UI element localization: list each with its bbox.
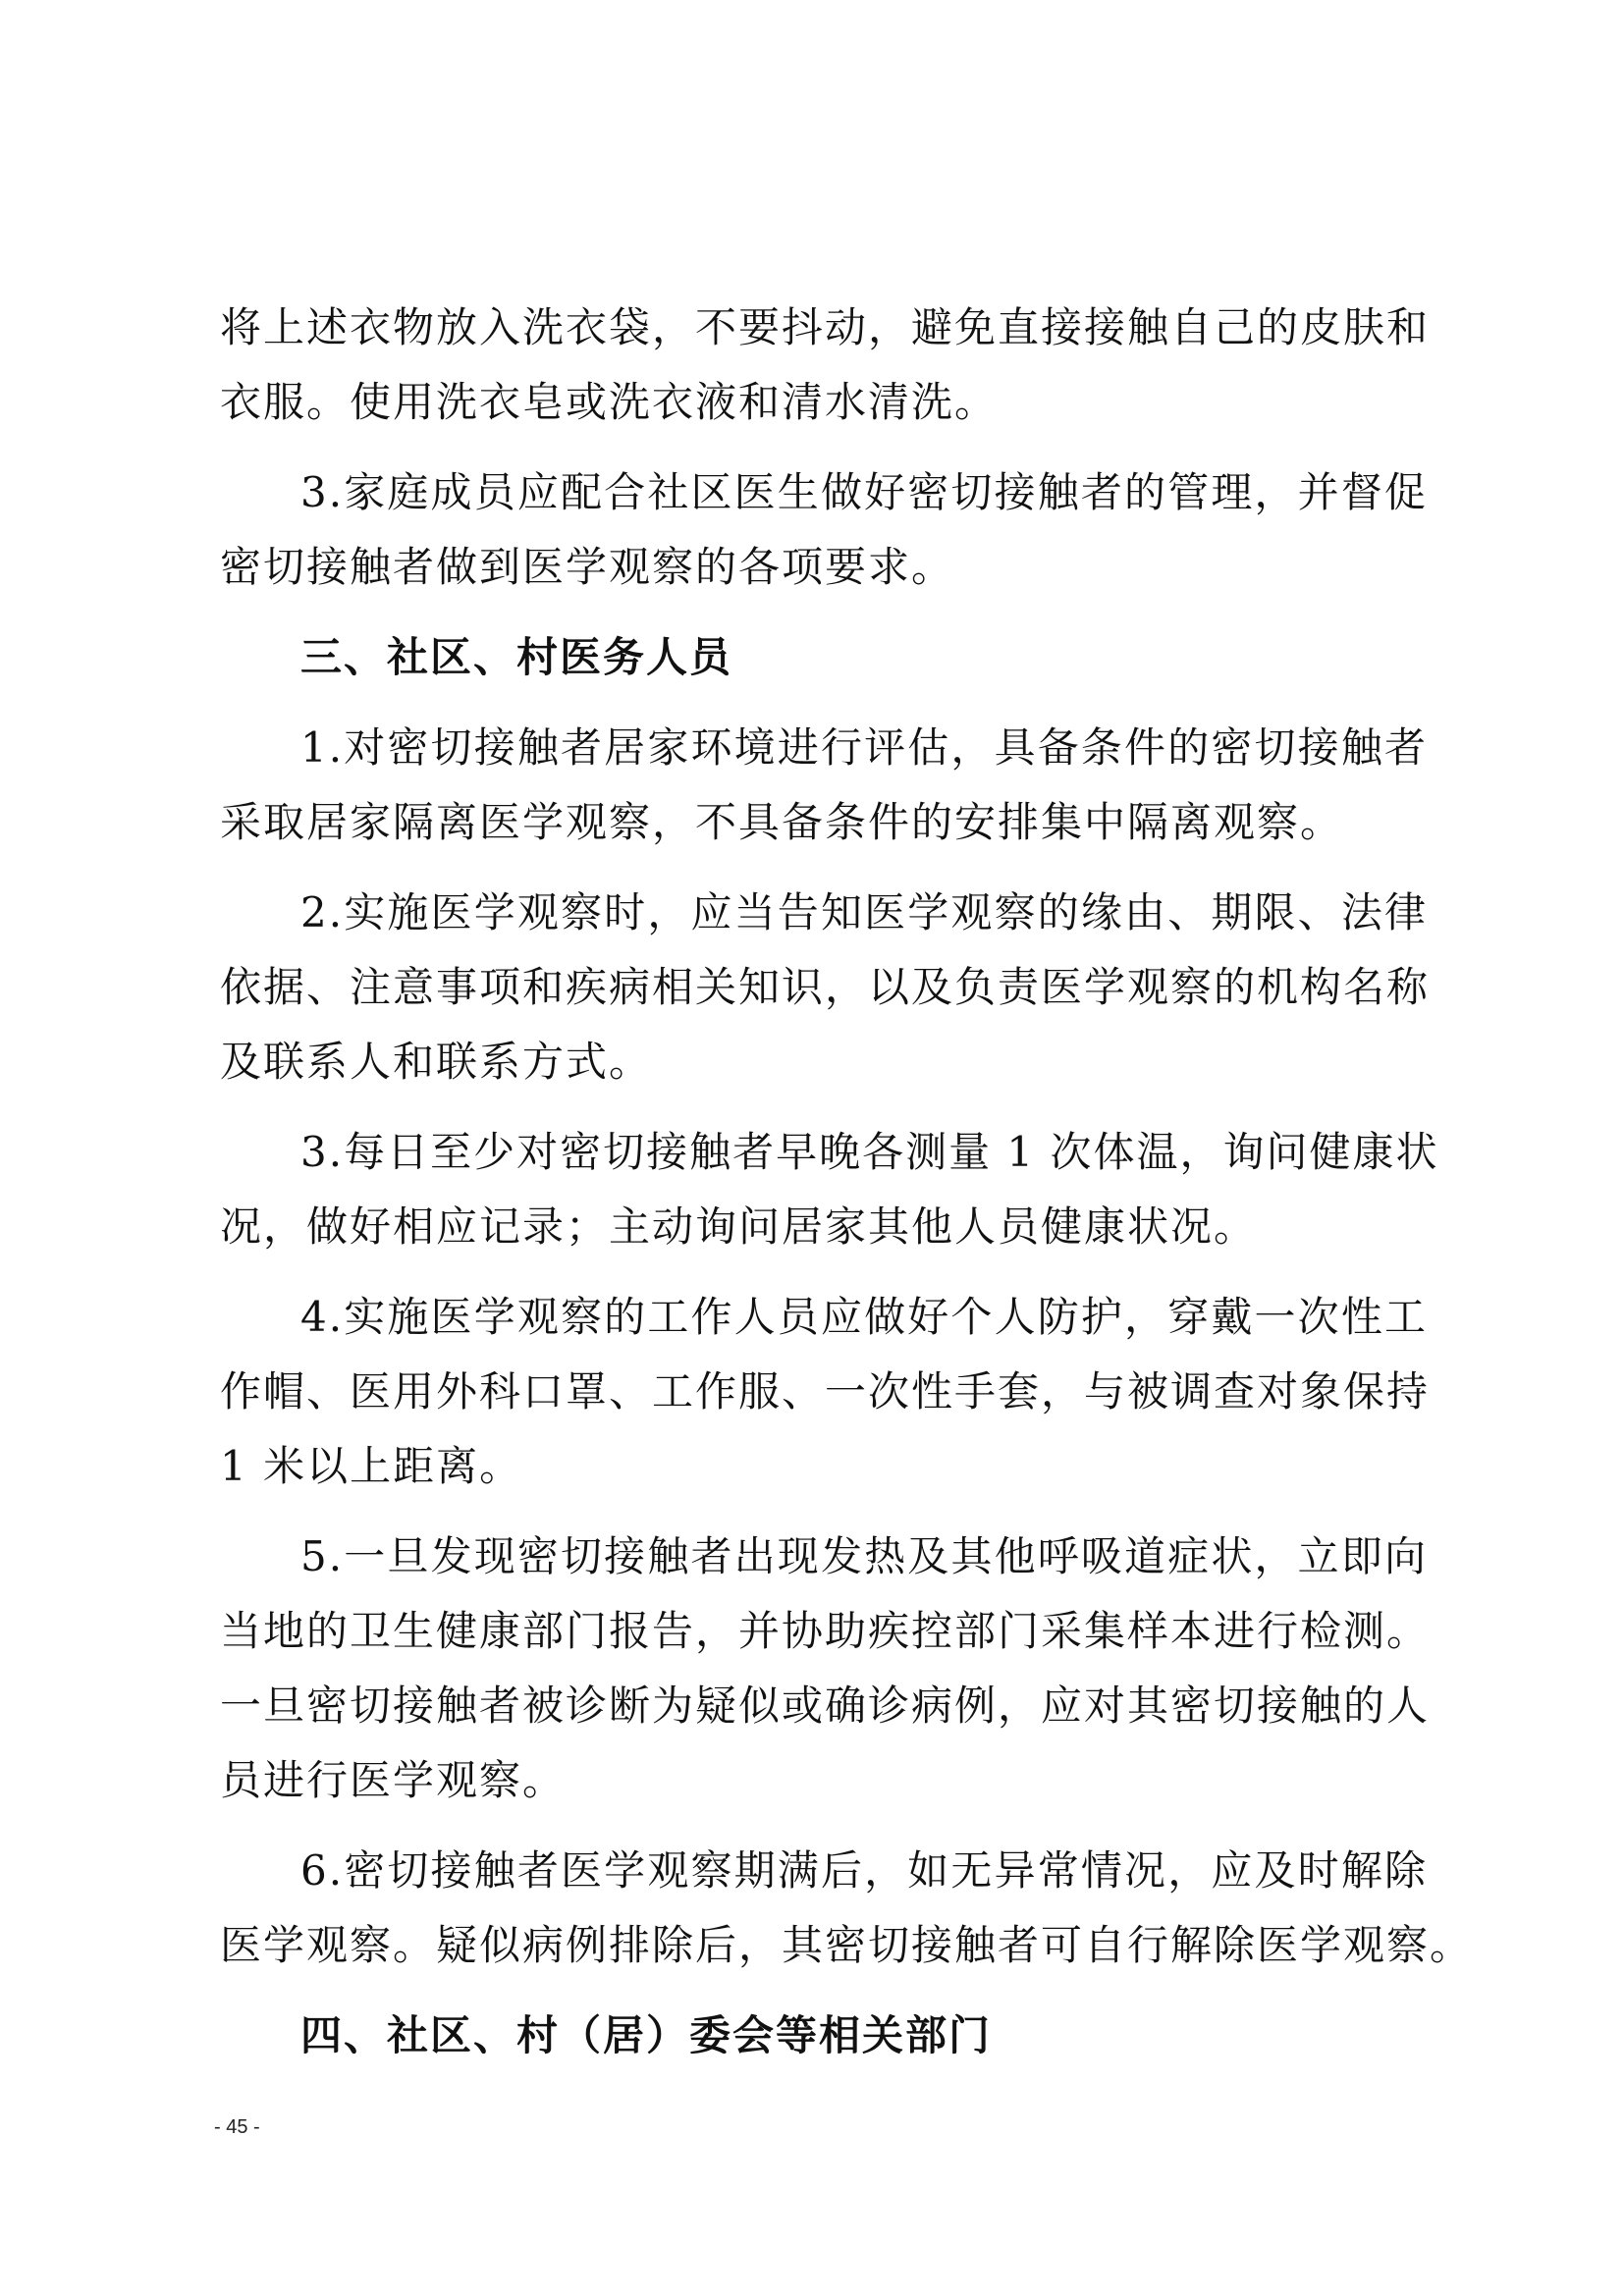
paragraph-line: 2.实施医学观察时，应当告知医学观察的缘由、期限、法律 xyxy=(300,888,1428,936)
paragraph-line: 1.对密切接触者居家环境进行评估，具备条件的密切接触者 xyxy=(300,723,1428,772)
paragraph-line: 3.家庭成员应配合社区医生做好密切接触者的管理，并督促 xyxy=(300,468,1428,516)
section-heading: 三、社区、村医务人员 xyxy=(300,633,733,681)
paragraph-line: 将上述衣物放入洗衣袋，不要抖动，避免直接接触自己的皮肤和 xyxy=(220,303,1431,351)
paragraph-line: 依据、注意事项和疾病相关知识，以及负责医学观察的机构名称 xyxy=(220,963,1431,1011)
paragraph-line: 一旦密切接触者被诊断为疑似或确诊病例，应对其密切接触的人 xyxy=(220,1682,1431,1730)
paragraph-line: 衣服。使用洗衣皂或洗衣液和清水清洗。 xyxy=(220,378,999,426)
paragraph-line: 况，做好相应记录；主动询问居家其他人员健康状况。 xyxy=(220,1202,1258,1251)
page-number: - 45 - xyxy=(214,2116,260,2138)
paragraph-line: 采取居家隔离医学观察，不具备条件的安排集中隔离观察。 xyxy=(220,798,1344,846)
document-body xyxy=(220,291,1474,2073)
paragraph-line: 密切接触者做到医学观察的各项要求。 xyxy=(220,543,955,591)
paragraph-line: 6.密切接触者医学观察期满后，如无异常情况，应及时解除 xyxy=(300,1846,1428,1895)
paragraph-line: 3.每日至少对密切接触者早晚各测量 1 次体温，询问健康状 xyxy=(300,1128,1439,1176)
paragraph-line: 5.一旦发现密切接触者出现发热及其他呼吸道症状，立即向 xyxy=(300,1532,1428,1580)
paragraph-line: 员进行医学观察。 xyxy=(220,1756,567,1804)
paragraph-line: 作帽、医用外科口罩、工作服、一次性手套，与被调查对象保持 xyxy=(220,1367,1431,1415)
paragraph-line: 1 米以上距离。 xyxy=(220,1442,523,1490)
paragraph-line: 医学观察。疑似病例排除后，其密切接触者可自行解除医学观察。 xyxy=(220,1921,1474,1969)
paragraph-line: 当地的卫生健康部门报告，并协助疾控部门采集样本进行检测。 xyxy=(220,1607,1431,1655)
paragraph-line: 及联系人和联系方式。 xyxy=(220,1038,653,1086)
section-heading: 四、社区、村（居）委会等相关部门 xyxy=(300,2011,993,2059)
paragraph-line: 4.实施医学观察的工作人员应做好个人防护，穿戴一次性工 xyxy=(300,1293,1428,1341)
